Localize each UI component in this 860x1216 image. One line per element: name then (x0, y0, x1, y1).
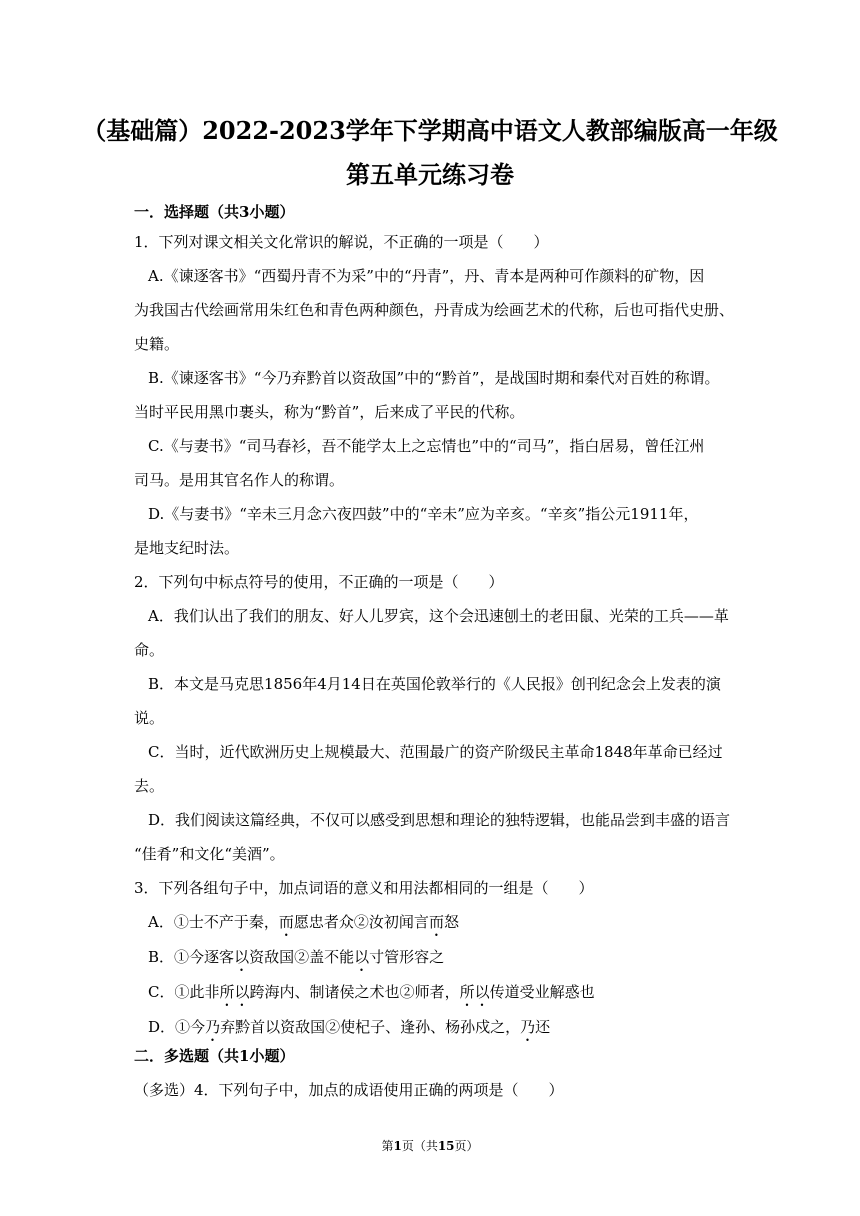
circled-number: ② (325, 1018, 341, 1036)
option-line: 是地支纪时法。 (134, 539, 240, 557)
circled-number: ① (173, 913, 189, 931)
sentence-text: 愿忠者众 (293, 913, 354, 931)
question-stem: 3．下列各组句子中，加点词语的意义和用法都相同的一组是（ ） (134, 879, 594, 897)
option-line: “佳肴”和文化“美酒”。 (134, 845, 285, 863)
doc-title-line2: 第五单元练习卷 (346, 160, 514, 189)
sentence-text: 资敌国 (249, 948, 295, 966)
sentence-text: 怒 (443, 913, 459, 931)
emphasized-word: 以 (234, 948, 250, 966)
footer-text: 第 (381, 1139, 394, 1153)
sentence-text: 汝初闻言 (368, 913, 429, 931)
page-footer (0, 1138, 860, 1154)
section-heading-multi: 二．多选题（共1小题） (134, 1047, 295, 1065)
option-line: 去。 (134, 777, 165, 795)
sentence-text: 传道受业解惑也 (489, 983, 595, 1001)
sentence-text: 寸管形容之 (369, 948, 445, 966)
option-line: D.《与妻书》“辛未三月念六夜四鼓”中的“辛未”应为辛亥。“辛亥”指公元1911年， (148, 505, 699, 523)
page-number: 1 (393, 1139, 402, 1153)
option-line: B.《谏逐客书》“今乃弃黔首以资敌国”中的“黔首”，是战国时期和秦代对百姓的称谓。 (148, 369, 720, 387)
sentence-text: 此非 (189, 983, 220, 1001)
option-line-b (134, 940, 734, 975)
circled-number: ② (399, 983, 415, 1001)
emphasized-word: 而 (428, 913, 444, 931)
question-stem: 2．下列句中标点符号的使用，不正确的一项是（ ） (134, 573, 504, 591)
option-label: D． (148, 1018, 176, 1036)
option-line: 司马。是用其官名作人的称谓。 (134, 471, 345, 489)
option-line: C.《与妻书》“司马春衫，吾不能学太上之忘情也”中的“司马”，指白居易，曾任江州 (148, 437, 705, 455)
sentence-text: 还 (535, 1018, 551, 1036)
option-line: 命。 (134, 641, 165, 659)
circled-number: ① (175, 1018, 191, 1036)
sentence-text: 师者， (414, 983, 460, 1001)
circled-number: ① (174, 948, 190, 966)
sentence-text: 盖不能 (309, 948, 355, 966)
sentence-text: 使杞子、逢孙、杨孙戍之， (340, 1018, 521, 1036)
option-line: A．我们认出了我们的朋友、好人儿罗宾，这个会迅速刨土的老田鼠、光荣的工兵——革 (148, 607, 729, 625)
circled-number: ② (353, 913, 369, 931)
emphasized-word: 而 (278, 913, 294, 931)
section-heading-choice: 一．选择题（共3小题） (134, 203, 295, 221)
doc-title-line1: （基础篇）2022-2023学年下学期高中语文人教部编版高一年级 (82, 116, 778, 145)
question-stem-4: （多选）4．下列句子中，加点的成语使用正确的两项是（ ） (134, 1081, 564, 1099)
emphasized-word: 乃 (205, 1018, 221, 1036)
sentence-text: 士不产于秦， (188, 913, 279, 931)
option-line: C．当时，近代欧洲历史上规模最大、范围最广的资产阶级民主革命1848年革命已经过 (148, 743, 723, 761)
sentence-text: 跨海内、制诸侯之术也 (249, 983, 400, 1001)
option-line-a (134, 905, 734, 940)
page-total: 15 (437, 1139, 455, 1153)
option-line: D．我们阅读这篇经典，不仅可以感受到思想和理论的独特逻辑，也能品尝到丰盛的语言 (148, 811, 731, 829)
option-label: B． (148, 948, 175, 966)
option-label: C． (148, 983, 175, 1001)
footer-text: 页） (454, 1139, 479, 1153)
option-line-d (134, 1010, 734, 1045)
circled-number: ① (174, 983, 190, 1001)
option-line: 史籍。 (134, 335, 180, 353)
sentence-text: 今 (190, 1018, 206, 1036)
option-line: A.《谏逐客书》“西蜀丹青不为采”中的“丹青”，丹、青本是两种可作颜料的矿物，因 (148, 267, 705, 285)
option-line: 说。 (134, 709, 165, 727)
option-line-c (134, 975, 734, 1010)
emphasized-word: 所以 (219, 983, 250, 1001)
sentence-text: 今逐客 (189, 948, 235, 966)
emphasized-word: 乃 (520, 1018, 536, 1036)
option-line: 为我国古代绘画常用朱红色和青色两种颜色，丹青成为绘画艺术的代称，后也可指代史册、 (134, 301, 735, 319)
emphasized-word: 所以 (459, 983, 490, 1001)
circled-number: ② (294, 948, 310, 966)
option-line: 当时平民用黑巾裹头，称为“黔首”，后来成了平民的代称。 (134, 403, 525, 421)
footer-text: 页（共 (401, 1139, 438, 1153)
option-line: B．本文是马克思1856年4月14日在英国伦敦举行的《人民报》创刊纪念会上发表的演 (148, 675, 721, 693)
sentence-text: 弃黔首以资敌国 (220, 1018, 326, 1036)
option-label: A． (148, 913, 174, 931)
emphasized-word: 以 (354, 948, 370, 966)
question-stem: 1．下列对课文相关文化常识的解说，不正确的一项是（ ） (134, 233, 549, 251)
question-block-1 (134, 225, 734, 1045)
